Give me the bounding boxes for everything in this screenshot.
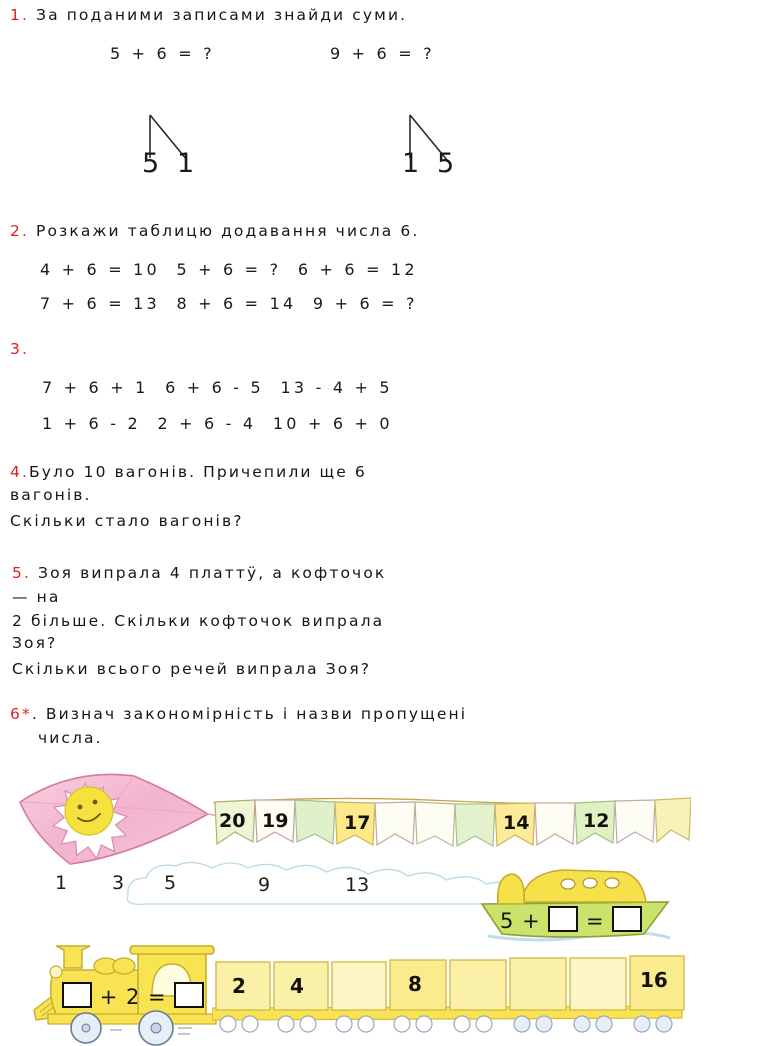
task-2-eq-1: 4 + 6 = 10 <box>40 260 160 279</box>
cloud-number-3: 5 <box>164 872 177 894</box>
task-4-line-3: Скільки стало вагонів? <box>10 512 244 530</box>
task-3-eq-4: 1 + 6 - 2 <box>42 414 141 433</box>
flag <box>415 802 455 846</box>
task-4-line-2: вагонів. <box>10 486 92 504</box>
decomposition-diagram-1 <box>135 110 225 185</box>
task-2-row-2 <box>40 294 418 313</box>
boat-answer-box-2[interactable] <box>612 906 642 932</box>
porthole <box>583 878 597 888</box>
lamp <box>50 966 62 978</box>
boat-equation <box>500 906 642 933</box>
task-6-text-1: Визнач закономірність і назви пропущені <box>45 705 468 723</box>
flag-value-2: 19 <box>262 810 289 832</box>
boat-equation-left: 5 <box>500 909 515 933</box>
boat-funnel <box>498 874 524 904</box>
task-6-star: * <box>21 705 32 723</box>
illustration <box>0 756 781 1046</box>
flag-value-8: 14 <box>503 812 530 834</box>
task-4-line-1 <box>10 463 367 481</box>
task-2-eq-4: 7 + 6 = 13 <box>40 294 160 313</box>
porthole <box>561 879 575 889</box>
cloud-number-4: 9 <box>258 874 271 896</box>
train-wagons <box>212 948 690 1046</box>
flag <box>375 802 415 845</box>
boat-equals-sign: = <box>586 909 605 933</box>
loco-equation-middle: 2 <box>125 985 141 1009</box>
task-6-dot: . <box>31 705 39 723</box>
locomotive-equation <box>62 982 204 1009</box>
task-5-line-2: — на <box>12 588 61 606</box>
sun-disc <box>65 787 113 835</box>
task-3-row-1 <box>42 378 393 397</box>
task-6-number: 6 <box>10 705 22 723</box>
task-5-line-1 <box>12 564 386 582</box>
decomposition-1-left: 5 <box>142 148 160 179</box>
task-4-number: 4. <box>10 463 29 481</box>
task-6-line-1 <box>10 705 467 723</box>
task-1-equation-1: 5 + 6 = ? <box>110 44 215 63</box>
wagon <box>570 958 626 1010</box>
wagon-value-4: 8 <box>408 972 422 996</box>
sun-eye-right <box>93 800 98 805</box>
porthole <box>605 878 619 888</box>
task-3-heading <box>10 340 29 358</box>
decomposition-2-left: 1 <box>402 148 420 179</box>
task-5-line-5: Скільки всього речей випрала Зоя? <box>12 660 372 678</box>
task-4-text-1: Було 10 вагонів. Причепили ще 6 <box>29 463 367 481</box>
boat-plus-sign: + <box>522 909 541 933</box>
task-5-line-4: Зоя? <box>12 634 58 652</box>
loco-answer-box-1[interactable] <box>62 982 92 1008</box>
flag <box>655 798 691 842</box>
task-2-number: 2. <box>10 222 29 240</box>
task-3-number: 3. <box>10 340 29 358</box>
task-2-eq-3: 6 + 6 = 12 <box>297 260 418 279</box>
task-5-text-1: Зоя випрала 4 платтÿ, а кофточок <box>38 564 387 582</box>
task-5-line-3: 2 більше. Скільки кофточок випрала <box>12 612 385 630</box>
task-2-eq-6: 9 + 6 = ? <box>312 294 418 313</box>
task-3-row-2 <box>42 414 393 433</box>
cab-roof <box>130 946 214 954</box>
decomposition-2-right: 5 <box>437 148 455 179</box>
loco-equals-sign: = <box>148 985 167 1009</box>
boat-answer-box-1[interactable] <box>548 906 578 932</box>
task-3-eq-5: 2 + 6 - 4 <box>157 414 257 433</box>
cloud-shape <box>120 856 540 916</box>
task-3-eq-1: 7 + 6 + 1 <box>42 378 149 397</box>
task-2-row-1 <box>40 260 418 279</box>
flag-value-10: 12 <box>583 810 610 832</box>
loco-plus-sign: + <box>99 985 119 1009</box>
wagon-value-1: 2 <box>232 974 246 998</box>
cloud-number-1: 1 <box>55 872 68 894</box>
task-1-text: За поданими записами знайди суми. <box>36 6 408 24</box>
flag-value-4: 17 <box>344 812 371 834</box>
decomposition-1-right: 1 <box>177 148 195 179</box>
steam-dome <box>113 958 135 974</box>
cloud-number-2: 3 <box>112 872 125 894</box>
flag <box>455 804 495 846</box>
flag <box>615 800 655 843</box>
cloud-number-5: 13 <box>345 874 370 896</box>
flag-banner <box>213 794 691 852</box>
chimney <box>56 946 90 968</box>
task-5-number: 5. <box>12 564 31 582</box>
wagon <box>510 958 566 1010</box>
task-6-line-2: числа. <box>38 729 103 747</box>
task-2-eq-2: 5 + 6 = ? <box>176 260 282 279</box>
flag <box>295 800 335 844</box>
flag <box>535 803 575 845</box>
wagon-value-2: 4 <box>290 974 304 998</box>
wagon <box>450 960 506 1010</box>
wagon <box>332 962 386 1010</box>
task-2-heading <box>10 222 419 240</box>
decomposition-diagram-2 <box>395 110 485 185</box>
wagon-value-8: 16 <box>640 968 668 992</box>
task-2-text: Розкажи таблицю додавання числа 6. <box>36 222 420 240</box>
task-3-eq-6: 10 + 6 + 0 <box>272 414 393 433</box>
task-3-eq-3: 13 - 4 + 5 <box>280 378 393 397</box>
task-1-number: 1. <box>10 6 29 24</box>
flag-value-1: 20 <box>219 810 246 832</box>
task-1-heading <box>10 6 407 24</box>
loco-answer-box-2[interactable] <box>174 982 204 1008</box>
task-1-equation-2: 9 + 6 = ? <box>330 44 435 63</box>
task-2-eq-5: 8 + 6 = 14 <box>176 294 297 313</box>
task-3-eq-2: 6 + 6 - 5 <box>165 378 264 397</box>
sun-eye-left <box>78 805 83 810</box>
